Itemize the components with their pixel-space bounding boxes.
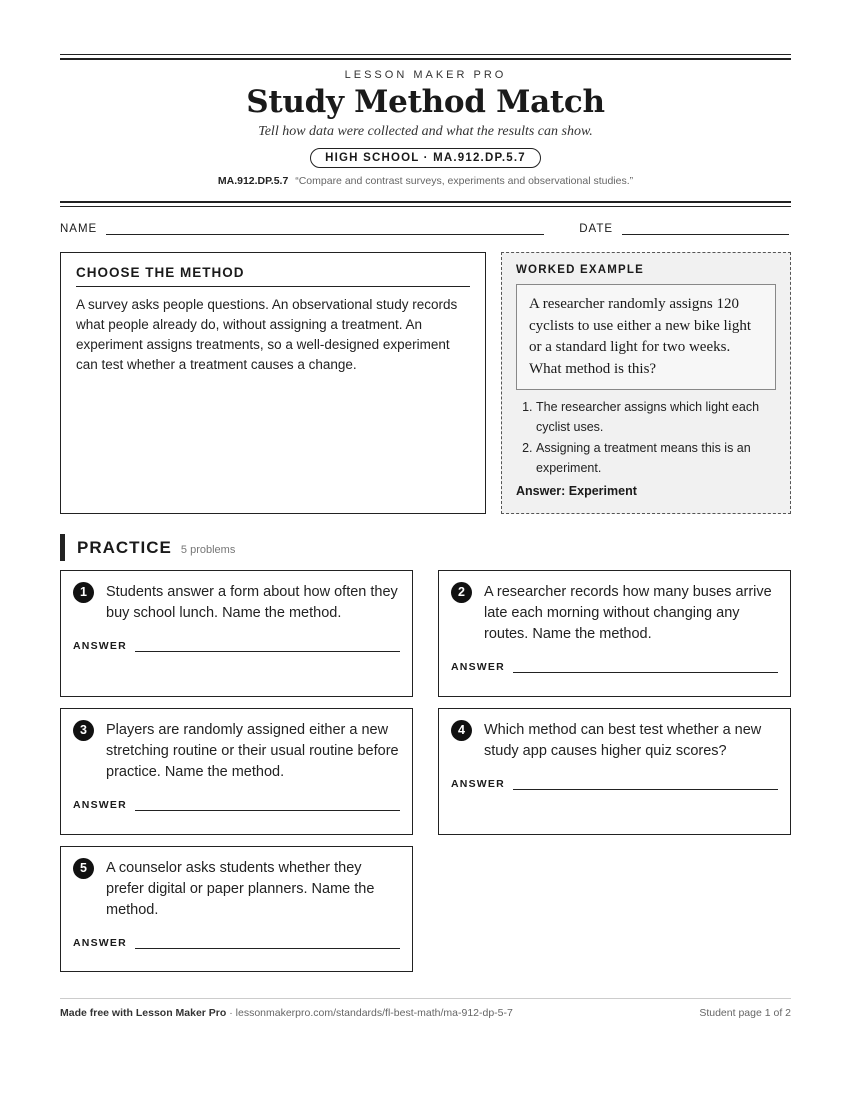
problem-card-5 bbox=[60, 846, 413, 972]
page-subtitle: Tell how data were collected and what the results can show. bbox=[258, 124, 593, 139]
practice-heading: PRACTICE bbox=[77, 538, 172, 557]
page-title: Study Method Match bbox=[246, 84, 605, 120]
page-footer bbox=[60, 998, 791, 1019]
problem-text: Students answer a form about how often they buy school lunch. Name the method. bbox=[106, 584, 398, 621]
choose-method-body: A survey asks people questions. An observational study records what people already do, without assigning a treatment. An experiment assigns treatments, so a well-designed experiment can test whether a treatment causes a change. bbox=[76, 297, 458, 372]
worksheet-page bbox=[60, 54, 791, 980]
problem-text: A counselor asks students whether they prefer digital or paper planners. Name the method. bbox=[106, 860, 375, 918]
problem-text: Players are randomly assigned either a new stretching routine or their usual routine before practice. Name the method. bbox=[106, 722, 399, 780]
worked-example-steps bbox=[516, 398, 776, 478]
name-label: NAME bbox=[60, 223, 98, 235]
problem-count: 5 problems bbox=[180, 544, 236, 556]
problem-number-badge: 3 bbox=[73, 720, 94, 741]
problem-text: A researcher records how many buses arrive late each morning without changing any routes. Name the method. bbox=[484, 584, 772, 642]
footer-made-with: Made free with Lesson Maker Pro bbox=[60, 1007, 227, 1019]
problem-number-badge: 4 bbox=[451, 720, 472, 741]
standard-code: MA.912.DP.5.7 bbox=[217, 175, 289, 187]
standard-line bbox=[60, 175, 791, 187]
worked-step: 1. The researcher assigns which light each cyclist uses. bbox=[536, 398, 776, 437]
grade-standard-pill: HIGH SCHOOL · MA.912.DP.5.7 bbox=[310, 148, 541, 168]
practice-header bbox=[60, 534, 791, 561]
problem-text: Which method can best test whether a new study app causes higher quiz scores? bbox=[484, 722, 762, 759]
answer-line[interactable] bbox=[513, 788, 778, 790]
standard-text: “Compare and contrast surveys, experiments and observational studies.” bbox=[295, 175, 634, 187]
problem-number-badge: 2 bbox=[451, 582, 472, 603]
answer-line[interactable] bbox=[135, 809, 400, 811]
answer-label: ANSWER bbox=[451, 661, 505, 673]
date-label: DATE bbox=[579, 223, 614, 235]
answer-label: ANSWER bbox=[73, 799, 127, 811]
worked-step: 2. Assigning a treatment means this is an experiment. bbox=[536, 439, 776, 478]
problem-number-badge: 1 bbox=[73, 582, 94, 603]
worked-example-box bbox=[501, 252, 791, 514]
name-field[interactable] bbox=[106, 233, 544, 235]
worked-example-question: A researcher randomly assigns 120 cyclists to use either a new bike light or a standard light for two weeks. What method is this? bbox=[516, 284, 776, 390]
answer-line[interactable] bbox=[135, 947, 400, 949]
header-bottom-rule bbox=[60, 201, 791, 207]
worked-example-answer: Answer: Experiment bbox=[516, 484, 637, 498]
problem-number-badge: 5 bbox=[73, 858, 94, 879]
problem-grid bbox=[60, 570, 791, 980]
answer-label: ANSWER bbox=[73, 640, 127, 652]
choose-method-box bbox=[60, 252, 486, 514]
brand-name: LESSON MAKER PRO bbox=[344, 69, 507, 81]
problem-card-1 bbox=[60, 570, 413, 697]
choose-method-heading: CHOOSE THE METHOD bbox=[76, 265, 470, 287]
name-date-row bbox=[60, 223, 791, 235]
footer-url[interactable]: · lessonmakerpro.com/standards/fl-best-math/ma-912-dp-5-7 bbox=[229, 1007, 513, 1019]
answer-line[interactable] bbox=[135, 650, 400, 652]
footer-page-number: Student page 1 of 2 bbox=[699, 1007, 791, 1019]
problem-card-4 bbox=[438, 708, 791, 835]
problem-card-2 bbox=[438, 570, 791, 697]
date-field[interactable] bbox=[622, 233, 789, 235]
problem-card-3 bbox=[60, 708, 413, 835]
worked-example-heading: WORKED EXAMPLE bbox=[516, 264, 644, 276]
top-rule bbox=[60, 54, 791, 60]
answer-line[interactable] bbox=[513, 671, 778, 673]
answer-label: ANSWER bbox=[451, 778, 505, 790]
answer-label: ANSWER bbox=[73, 937, 127, 949]
